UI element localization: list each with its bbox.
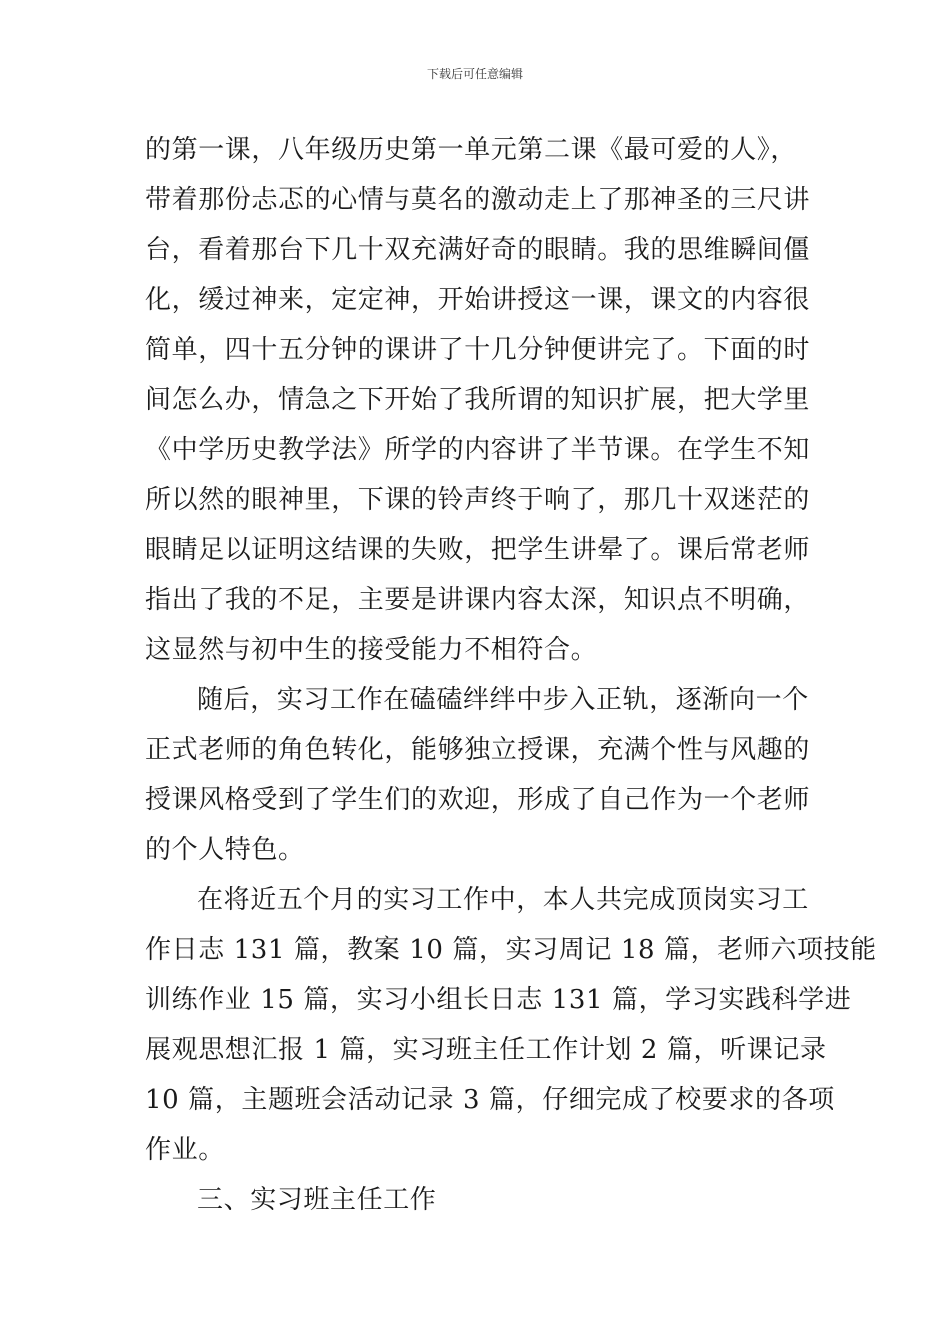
text-line: 带着那份忐忑的心情与莫名的激动走上了那神圣的三尺讲 xyxy=(145,185,811,215)
section-heading: 三、实习班主任工作 xyxy=(197,1185,437,1215)
page-header-note: 下载后可任意编辑 xyxy=(426,67,523,81)
text-line: 台，看着那台下几十双充满好奇的眼睛。我的思维瞬间僵 xyxy=(145,235,811,265)
text-line: 授课风格受到了学生们的欢迎，形成了自己作为一个老师 xyxy=(145,785,811,815)
text-line: 10 篇，主题班会活动记录 3 篇，仔细完成了校要求的各项 xyxy=(145,1085,835,1115)
text-line: 正式老师的角色转化，能够独立授课，充满个性与风趣的 xyxy=(145,735,811,765)
text-line: 眼睛足以证明这结课的失败，把学生讲晕了。课后常老师 xyxy=(145,535,811,565)
text-line: 训练作业 15 篇，实习小组长日志 131 篇，学习实践科学进 xyxy=(145,985,852,1015)
text-line: 展观思想汇报 1 篇，实习班主任工作计划 2 篇，听课记录 xyxy=(145,1035,827,1065)
text-line: 间怎么办，情急之下开始了我所谓的知识扩展，把大学里 xyxy=(145,385,811,415)
text-line: 这显然与初中生的接受能力不相符合。 xyxy=(145,635,598,665)
text-line: 作业。 xyxy=(145,1135,225,1165)
text-line: 所以然的眼神里，下课的铃声终于响了，那几十双迷茫的 xyxy=(145,485,811,515)
text-line: 《中学历史教学法》所学的内容讲了半节课。在学生不知 xyxy=(145,435,811,465)
text-line: 作日志 131 篇，教案 10 篇，实习周记 18 篇，老师六项技能 xyxy=(145,935,877,965)
text-line: 指出了我的不足，主要是讲课内容太深，知识点不明确， xyxy=(145,585,811,615)
text-line: 化，缓过神来，定定神，开始讲授这一课，课文的内容很 xyxy=(145,285,811,315)
paragraph-first-line: 随后，实习工作在磕磕绊绊中步入正轨，逐渐向一个 xyxy=(197,685,809,715)
text-line: 的个人特色。 xyxy=(145,835,305,865)
text-line: 的第一课，八年级历史第一单元第二课《最可爱的人》， xyxy=(145,135,798,165)
paragraph-first-line: 在将近五个月的实习工作中，本人共完成顶岗实习工 xyxy=(197,885,809,915)
text-line: 简单，四十五分钟的课讲了十几分钟便讲完了。下面的时 xyxy=(145,335,811,365)
